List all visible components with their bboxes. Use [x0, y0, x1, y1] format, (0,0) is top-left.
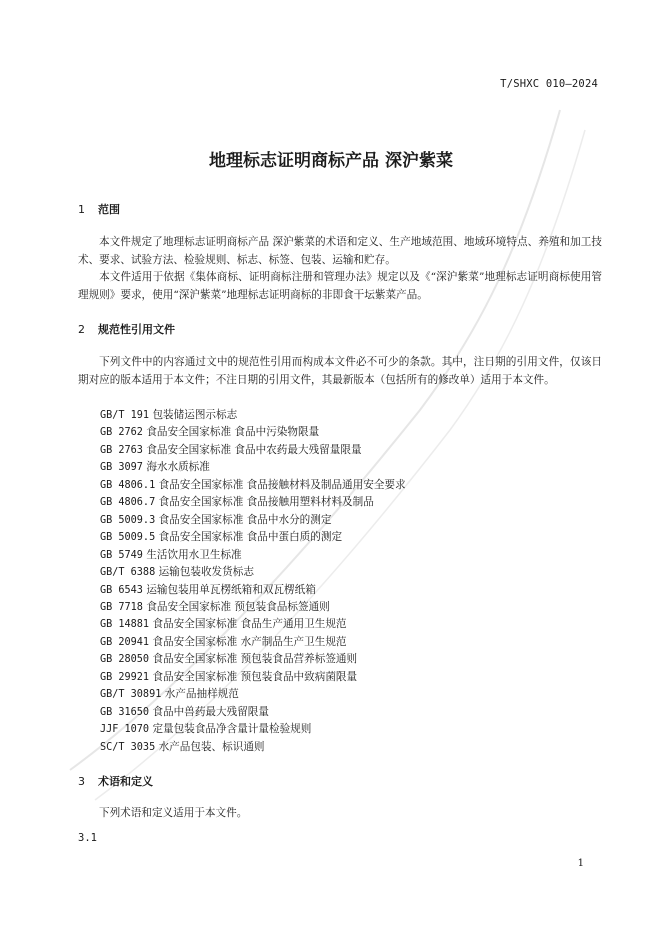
reference-item — [100, 686, 406, 703]
reference-title: 运输包装用单瓦楞纸箱和双瓦楞纸箱 — [146, 583, 316, 596]
reference-item — [100, 669, 406, 686]
reference-item — [100, 477, 406, 494]
reference-title: 食品安全国家标准 食品接触材料及制品通用安全要求 — [158, 478, 406, 491]
reference-code: SC/T 3035 — [100, 741, 156, 753]
reference-code: GB 2762 — [100, 427, 143, 439]
reference-code: GB 28050 — [100, 654, 150, 666]
reference-title: 水产品包装、标识通则 — [158, 740, 265, 753]
reference-title: 定量包装食品净含量计量检验规则 — [152, 723, 312, 736]
reference-item — [100, 424, 406, 441]
section-2-number: 2 — [78, 323, 85, 336]
reference-code: GB 5009.3 — [100, 514, 156, 526]
reference-code: GB 5749 — [100, 549, 143, 561]
reference-item — [100, 442, 406, 459]
terms-intro — [78, 805, 602, 823]
reference-title: 海水水质标准 — [146, 461, 210, 474]
reference-item — [100, 459, 406, 476]
section-1-title: 范围 — [98, 203, 120, 216]
clause-number: 3.1 — [78, 832, 97, 844]
reference-code: GB 3097 — [100, 462, 143, 474]
section-3-title: 术语和定义 — [98, 775, 153, 788]
terms-intro-text: 下列术语和定义适用于本文件。 — [99, 807, 248, 819]
reference-item — [100, 512, 406, 529]
section-2-heading — [78, 321, 175, 337]
reference-code: GB/T 30891 — [100, 689, 162, 701]
reference-item — [100, 582, 406, 599]
reference-title: 食品安全国家标准 水产制品生产卫生规范 — [152, 635, 347, 648]
reference-code: GB 6543 — [100, 584, 143, 596]
reference-item — [100, 721, 406, 738]
document-code: T/SHXC 010—2024 — [500, 78, 598, 90]
reference-item — [100, 616, 406, 633]
section-2-title: 规范性引用文件 — [98, 323, 175, 336]
reference-title: 食品安全国家标准 食品中水分的测定 — [158, 513, 332, 526]
reference-title: 食品中兽药最大残留限量 — [152, 705, 269, 718]
reference-title: 食品安全国家标准 食品接触用塑料材料及制品 — [158, 496, 374, 509]
scope-paragraph-2 — [78, 269, 602, 304]
reference-title: 运输包装收发货标志 — [158, 566, 254, 579]
reference-code: GB 4806.1 — [100, 479, 156, 491]
reference-code: GB 7718 — [100, 601, 143, 613]
reference-title: 食品安全国家标准 食品中蛋白质的测定 — [158, 531, 343, 544]
reference-item — [100, 599, 406, 616]
reference-item — [100, 634, 406, 651]
document-title: 地理标志证明商标产品 深沪紫菜 — [209, 151, 453, 171]
reference-code: GB 20941 — [100, 636, 150, 648]
scope-paragraph-2-text: 本文件适用于依据《集体商标、证明商标注册和管理办法》规定以及《“深沪紫菜”地理标志证明商标使用管理规则》要求，使用“深沪紫菜”地理标志证明商标的非即食干坛紫菜产品。 — [78, 271, 602, 301]
reference-code: GB 31650 — [100, 706, 150, 718]
reference-title: 食品安全国家标准 食品中农药最大残留量限量 — [146, 443, 362, 456]
page-number: 1 — [577, 858, 584, 869]
scope-paragraph-1 — [78, 234, 602, 269]
normative-references-list — [100, 407, 406, 756]
reference-code: JJF 1070 — [100, 724, 150, 736]
section-1-number: 1 — [78, 203, 85, 216]
reference-item — [100, 651, 406, 668]
reference-title: 水产品抽样规范 — [164, 688, 239, 701]
references-intro-text: 下列文件中的内容通过文中的规范性引用而构成本文件必不可少的条款。其中，注日期的引用文件，仅该日期对应的版本适用于本文件；不注日期的引用文件，其最新版本（包括所有的修改单）适用于本文件。 — [78, 356, 602, 386]
reference-code: GB 14881 — [100, 619, 150, 631]
reference-item — [100, 494, 406, 511]
reference-title: 食品安全国家标准 食品中污染物限量 — [146, 426, 320, 439]
section-3-number: 3 — [78, 775, 85, 788]
reference-item — [100, 407, 406, 424]
reference-code: GB 4806.7 — [100, 497, 156, 509]
reference-title: 生活饮用水卫生标准 — [146, 548, 242, 561]
section-3-heading — [78, 773, 153, 789]
reference-title: 食品安全国家标准 食品生产通用卫生规范 — [152, 618, 347, 631]
reference-title: 食品安全国家标准 预包装食品中致病菌限量 — [152, 670, 358, 683]
reference-code: GB 29921 — [100, 671, 150, 683]
reference-item — [100, 547, 406, 564]
references-intro — [78, 354, 602, 389]
reference-item — [100, 564, 406, 581]
reference-item — [100, 529, 406, 546]
reference-item — [100, 704, 406, 721]
reference-code: GB 5009.5 — [100, 532, 156, 544]
reference-item — [100, 739, 406, 756]
reference-title: 包装储运图示标志 — [152, 409, 238, 421]
reference-code: GB/T 6388 — [100, 567, 156, 579]
reference-code: GB/T 191 — [100, 410, 150, 421]
scope-paragraph-1-text: 本文件规定了地理标志证明商标产品 深沪紫菜的术语和定义、生产地域范围、地域环境特点、养殖和加工技术、要求、试验方法、检验规则、标志、标签、包装、运输和贮存。 — [78, 236, 602, 266]
reference-code: GB 2763 — [100, 444, 143, 456]
reference-title: 食品安全国家标准 预包装食品营养标签通则 — [152, 653, 358, 666]
section-1-heading — [78, 201, 120, 217]
reference-title: 食品安全国家标准 预包装食品标签通则 — [146, 600, 330, 613]
